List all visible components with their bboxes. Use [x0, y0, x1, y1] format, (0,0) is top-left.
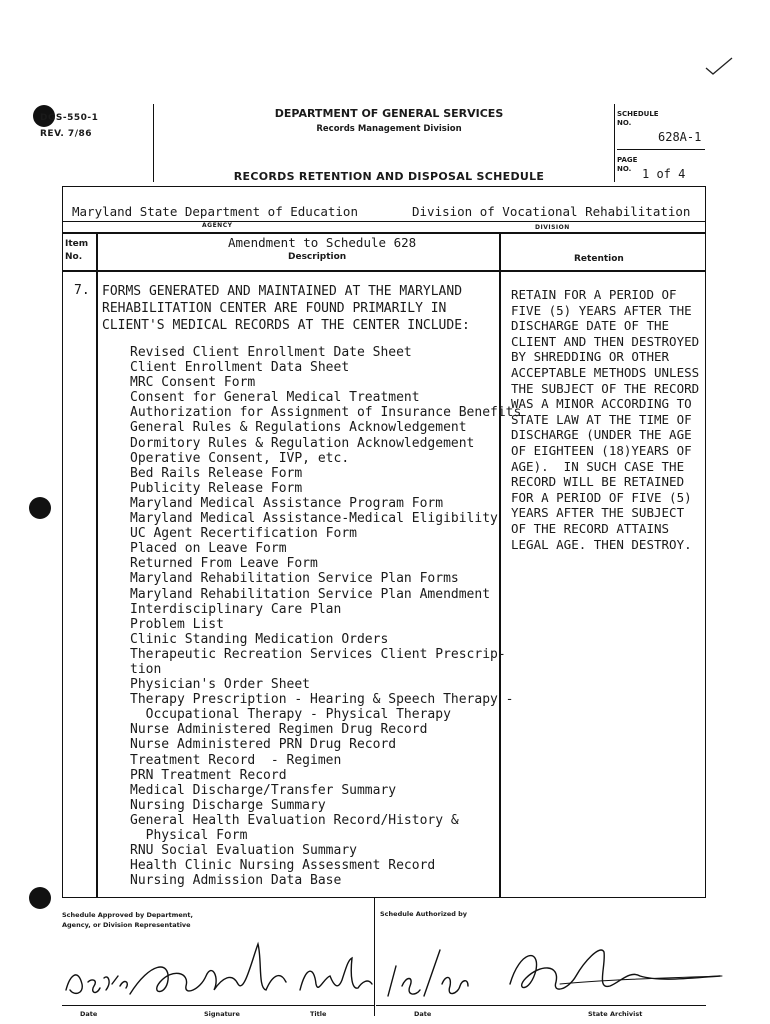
signature-title — [300, 958, 372, 990]
division-label: DIVISION — [535, 224, 570, 231]
form-list-item: Publicity Release Form — [130, 480, 303, 496]
form-list-item: Maryland Medical Assistance-Medical Eligibility — [130, 511, 498, 527]
form-list-item: Occupational Therapy - Physical Therapy — [130, 707, 451, 723]
form-list-item: Operative Consent, IVP, etc. — [130, 450, 350, 466]
handwritten-date-right — [388, 950, 468, 996]
form-list-item: Client Enrollment Data Sheet — [130, 360, 350, 376]
amendment-title: Amendment to Schedule 628 — [228, 235, 417, 250]
title-label: Title — [310, 1010, 327, 1018]
form-list-item: Authorization for Assignment of Insurance Benefits — [130, 405, 522, 421]
form-list-item: General Rules & Regulations Acknowledgement — [130, 420, 467, 436]
item-number: 7. — [74, 283, 90, 298]
form-list-item: Maryland Rehabilitation Service Plan Forms — [130, 571, 459, 587]
form-list-item: Dormitory Rules & Regulation Acknowledgement — [130, 435, 475, 451]
form-list-item: Therapy Prescription - Hearing & Speech Therapy - — [130, 692, 514, 708]
schedule-title: RECORDS RETENTION AND DISPOSAL SCHEDULE — [233, 170, 545, 183]
agency-label: AGENCY — [202, 222, 233, 229]
form-list-item: Nurse Administered Regimen Drug Record — [130, 722, 428, 738]
authorized-by-label: Schedule Authorized by — [380, 910, 468, 918]
form-list-item: Physical Form — [130, 828, 248, 843]
form-list-item: RNU Social Evaluation Summary — [130, 843, 357, 859]
date-label: Date — [80, 1010, 98, 1018]
form-list-item: Maryland Medical Assistance Program Form — [130, 495, 444, 511]
form-list-item: Returned From Leave Form — [130, 556, 318, 572]
form-list-item: Interdisciplinary Care Plan — [130, 601, 342, 617]
signature-label: Signature — [204, 1010, 240, 1018]
form-list-item: Therapeutic Recreation Services Client Prescrip- — [130, 646, 506, 662]
form-list-item: Bed Rails Release Form — [130, 465, 303, 481]
form-list-item: Revised Client Enrollment Date Sheet — [130, 345, 412, 360]
form-list-item: UC Agent Recertification Form — [130, 526, 357, 542]
retention-header: Retention — [574, 254, 624, 264]
form-list-item: tion — [130, 661, 162, 677]
approved-by-label: Schedule Approved by Department, Agency, or Division Representative — [62, 911, 194, 929]
item-description-intro: FORMS GENERATED AND MAINTAINED AT THE MARYLAND REHABILITATION CENTER ARE FOUND PRIMARILY IN CLIENT'S MEDICAL RECORDS AT THE CENTER INCLUDE: — [102, 284, 470, 333]
department-title: DEPARTMENT OF GENERAL SERVICES — [274, 107, 504, 120]
description-header: Description — [288, 252, 347, 262]
form-list-item: Nursing Discharge Summary — [130, 797, 326, 813]
agency-value: Maryland State Department of Education — [72, 204, 358, 219]
schedule-number-box: SCHEDULE NO. — [617, 110, 659, 127]
form-list-item: Treatment Record - Regimen — [130, 752, 342, 768]
form-list-item: Health Clinic Nursing Assessment Record — [130, 858, 436, 874]
form-list-item: Consent for General Medical Treatment — [130, 390, 420, 406]
form-code: DGS-550-1 REV. 7/86 — [40, 113, 99, 139]
form-list-item: Physician's Order Sheet — [130, 677, 311, 693]
signature-archivist — [510, 950, 720, 989]
signature-approver — [130, 944, 286, 994]
signature-archivist-underline — [560, 976, 722, 984]
handwritten-date-left — [66, 975, 127, 993]
item-no-header: Item No. — [65, 239, 89, 262]
form-list-item: Maryland Rehabilitation Service Plan Amendment — [130, 586, 491, 602]
form-list-item: Clinic Standing Medication Orders — [130, 631, 389, 647]
form-list-item: Nurse Administered PRN Drug Record — [130, 737, 397, 753]
form-list-item: Medical Discharge/Transfer Summary — [130, 782, 397, 798]
retention-text: RETAIN FOR A PERIOD OF FIVE (5) YEARS AFTER THE DISCHARGE DATE OF THE CLIENT AND THEN DESTROYED BY SHREDDING OR OTHER ACCEPTABLE METHODS UNLESS THE SUBJECT OF THE RECORD WAS A MINOR ACCORDING TO STATE LAW AT THE TIME OF DISCHARGE (UNDER THE AGE OF EIGHTEEN (18)YEARS OF AGE). IN SUCH CASE THE RECORD WILL BE RETAINED FOR A PERIOD OF FIVE (5) YEARS AFTER THE SUBJECT OF THE RECORD ATTAINS LEGAL AGE. THEN DESTROY. — [511, 287, 700, 552]
page-number-box: PAGE NO. — [617, 156, 638, 173]
page-number: 1 of 4 — [642, 167, 686, 181]
archivist-date-label: Date — [414, 1010, 432, 1018]
division-title: Records Management Division — [316, 124, 462, 134]
form-list-item: MRC Consent Form — [130, 375, 256, 391]
form-list-item: Placed on Leave Form — [130, 541, 287, 557]
division-value: Division of Vocational Rehabilitation — [412, 204, 691, 219]
form-list-item: Nursing Admission Data Base — [130, 873, 342, 889]
form-list-item: General Health Evaluation Record/History & — [130, 812, 459, 828]
schedule-number: 628A-1 — [658, 130, 702, 144]
form-list-item: Problem List — [130, 616, 224, 632]
form-list-item: PRN Treatment Record — [130, 767, 287, 783]
state-archivist-label: State Archivist — [588, 1010, 643, 1018]
